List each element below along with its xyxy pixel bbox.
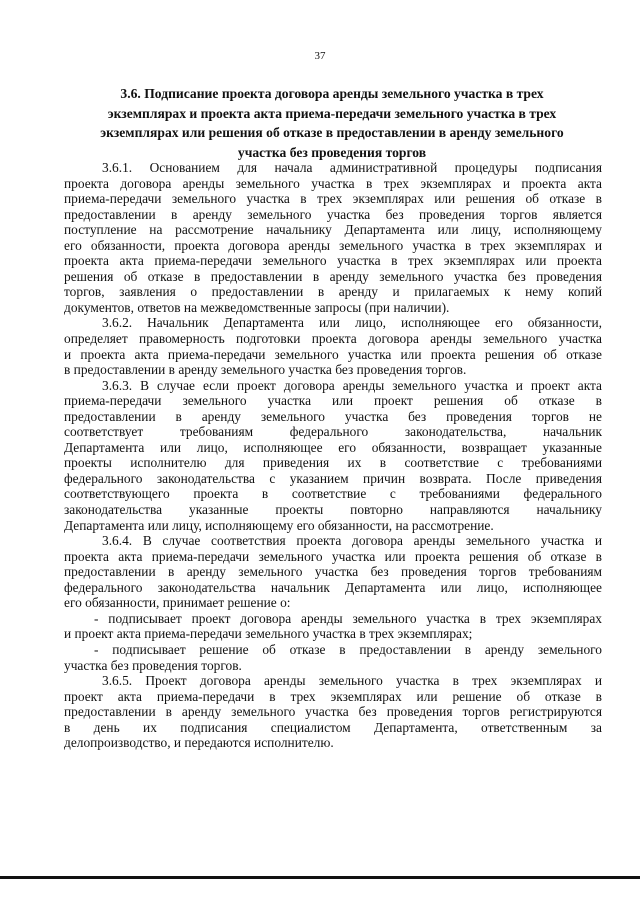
text-line: приема-передачи земельного участка или проект решения об отказе в	[64, 393, 602, 409]
text-line: Департамента или лицу, исполняющему его обязанности, на рассмотрение.	[64, 517, 494, 533]
text-line: и проект акта приема-передачи земельного участка в трех экземплярах;	[64, 626, 473, 642]
text-line: приема-передачи земельного участка в трех экземплярах или решения об отказе в	[64, 191, 602, 207]
text-line: проекта договора аренды земельного участка в трех экземплярах и проекта акта	[64, 175, 602, 191]
text-line: предоставлении в аренду земельного участка без проведения торгов требованиям	[64, 564, 602, 580]
text-line: проекта акта приема-передачи земельного участка или проекта решения об отказе в	[64, 548, 602, 564]
text-line: - подписывает проект договора аренды земельного участка в трех экземплярах	[94, 610, 602, 626]
bullet-item-sign-refusal	[64, 642, 602, 673]
paragraph-3-6-2	[64, 315, 602, 377]
text-line: предоставлении в аренду земельного участка без проведения торгов является	[64, 206, 602, 222]
text-line: 3.6.1. Основанием для начала административной процедуры подписания	[102, 160, 602, 175]
text-line: проект акта приема-передачи в трех экземплярах или решение об отказе в	[64, 688, 602, 704]
paragraph-3-6-4	[64, 533, 602, 611]
text-line: федерального законодательства с указанием причин возврата. После приведения	[64, 470, 602, 486]
document-body	[64, 160, 602, 751]
heading-line: экземплярах или решения об отказе в предоставлении в аренду земельного	[100, 125, 564, 140]
text-line: проекты исполнителю для приведения их в соответствие с требованиями	[64, 455, 602, 471]
heading-line: экземплярах и проекта акта приема-передачи земельного участка в трех	[107, 105, 557, 121]
text-line: его обязанности, проекта договора аренды земельного участка в трех экземплярах и	[64, 237, 602, 253]
text-line: законодательства указанные проекты повторно направляются начальнику	[64, 502, 602, 518]
section-heading	[64, 84, 600, 162]
text-line: участка без проведения торгов.	[64, 657, 242, 673]
text-line: - подписывает решение об отказе в предоставлении в аренду земельного	[94, 641, 602, 657]
text-line: и проекта акта приема-передачи земельного участка или проекта решения об отказе	[64, 346, 602, 362]
text-line: предоставлении в аренду земельного участка без проведения торгов регистрируются	[64, 704, 602, 720]
paragraph-3-6-5	[64, 673, 602, 751]
heading-line: участка без проведения торгов	[237, 144, 427, 160]
page-number: 37	[314, 50, 326, 62]
text-line: 3.6.3. В случае если проект договора аренды земельного участка и проект акта	[102, 377, 602, 393]
text-line: определяет правомерность подготовки проекта договора аренды земельного участка	[64, 331, 602, 347]
bottom-rule	[0, 876, 640, 879]
text-line: решения об отказе в предоставлении в аренду земельного участка без проведения	[64, 268, 602, 284]
paragraph-3-6-3	[64, 378, 602, 533]
text-line: соответствующего проекта в соответствие с требованиями федерального	[64, 486, 602, 502]
text-line: федерального законодательства начальник Департамента или лицо, исполняющее	[64, 579, 602, 595]
paragraph-3-6-1	[64, 160, 602, 315]
text-line: предоставлении в аренду земельного участка без проведения торгов не	[64, 408, 602, 424]
text-line: 3.6.4. В случае соответствия проекта договора аренды земельного участка и	[102, 533, 602, 549]
heading-line: 3.6. Подписание проекта договора аренды земельного участка в трех	[120, 86, 544, 101]
text-line: документов, ответов на межведомственные запросы (при наличии).	[64, 299, 450, 315]
text-line: Департамента или лицо, исполняющее его обязанности, возвращает указанные	[64, 439, 602, 455]
text-line: 3.6.5. Проект договора аренды земельного участка в трех экземплярах и	[102, 673, 602, 689]
text-line: проекта акта приема-передачи земельного участка в трех экземплярах или проекта	[64, 253, 602, 269]
text-line: в предоставлении в аренду земельного участка без проведения торгов.	[64, 362, 467, 378]
text-line: соответствует требованиям федерального законодательства, начальник	[64, 424, 602, 440]
text-line: делопроизводство, и передаются исполнителю.	[64, 735, 334, 751]
bullet-item-sign-contract	[64, 611, 602, 642]
text-line: торгов, заявления о предоставлении в аренду и прилагаемых к нему копий	[64, 284, 602, 300]
text-line: поступление на рассмотрение начальнику Департамента или лицу, исполняющему	[64, 222, 602, 238]
text-line: в день их подписания специалистом Департамента, ответственным за	[64, 719, 602, 735]
text-line: 3.6.2. Начальник Департамента или лицо, исполняющее его обязанности,	[102, 315, 602, 331]
text-line: его обязанности, принимает решение о:	[64, 595, 291, 611]
